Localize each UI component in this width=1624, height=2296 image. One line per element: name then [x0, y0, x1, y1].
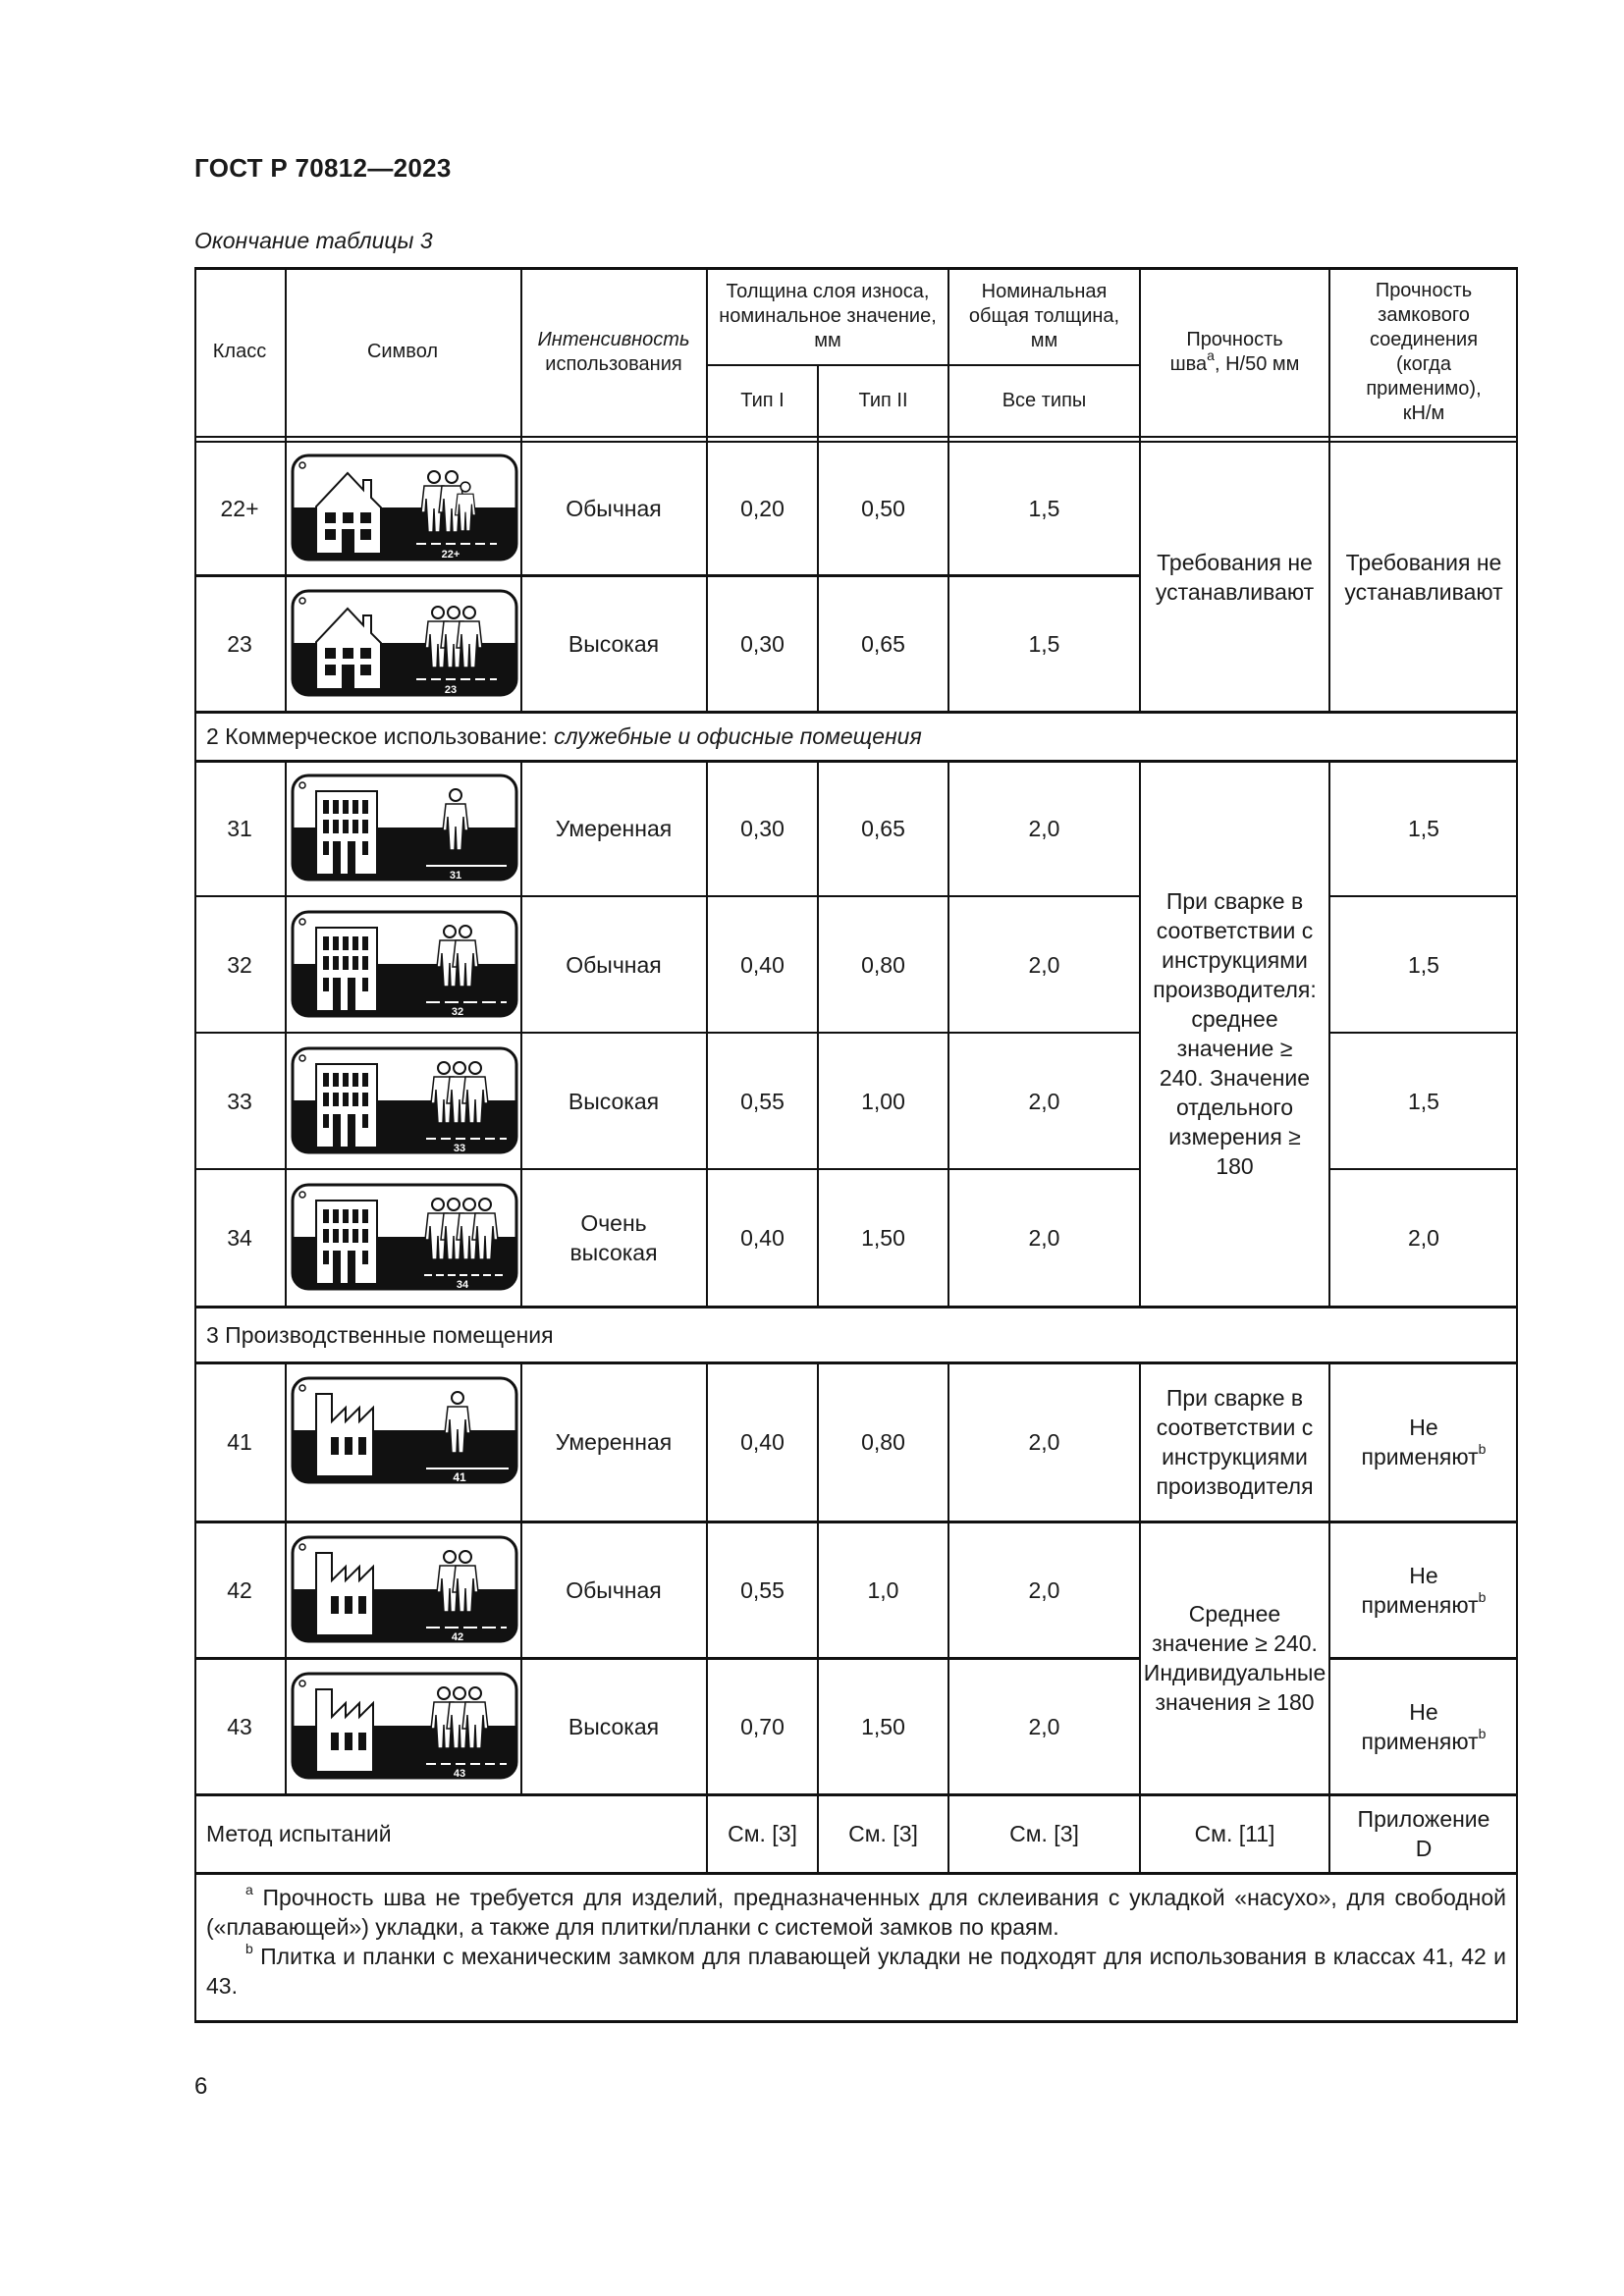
- intensity-cell: Умеренная: [555, 1429, 673, 1455]
- commercial-seam-cell: При сварке в соответствии с инструкциями производителя: среднее значение ≥ 240. Значение отдельного измерения ≥ 180: [1153, 888, 1317, 1179]
- col-divider: [1328, 1362, 1330, 1873]
- svg-text:34: 34: [456, 1279, 469, 1291]
- row-divider: [194, 1306, 1518, 1308]
- svg-text:33: 33: [453, 1143, 466, 1154]
- intensity-cell: Умеренная: [555, 816, 673, 841]
- type1-cell: 0,55: [740, 1576, 785, 1603]
- row-divider: [194, 1521, 1518, 1523]
- residential-seam-cell: Требования не устанавливают: [1155, 549, 1315, 605]
- total-cell: 1,5: [1028, 496, 1060, 521]
- office-four-people-icon: [291, 1183, 520, 1293]
- class-cell: 34: [227, 1225, 252, 1251]
- row-divider: [194, 711, 1518, 714]
- col-divider: [817, 365, 819, 712]
- row-divider: [194, 1872, 1518, 1875]
- footnote-b: $^b$ Плитка и планки с механическим замком для плавающей укладки не подходят для использования в классах 41, 42 и 43.: [206, 1941, 1506, 1999]
- col-divider: [817, 761, 819, 1307]
- table-border-left: [194, 267, 196, 2022]
- row-divider: [194, 1657, 1140, 1660]
- class-cell: 33: [227, 1088, 252, 1114]
- col-divider: [520, 761, 522, 1307]
- industrial-41-seam-cell: При сварке в соответствии с инструкциями производителя: [1156, 1385, 1314, 1499]
- type2-cell: 0,50: [861, 496, 905, 521]
- row-divider: [194, 1793, 1518, 1796]
- row-divider: [194, 1168, 1140, 1170]
- header-intensity: [520, 267, 707, 437]
- svg-text:23: 23: [444, 684, 458, 696]
- method-label: Метод испытаний: [206, 1821, 392, 1846]
- class-cell: 41: [227, 1429, 252, 1455]
- intensity-cell: Очень высокая: [569, 1210, 658, 1265]
- row-divider: [194, 1032, 1140, 1034]
- factory-two-people-icon: [291, 1535, 520, 1645]
- intensity-cell: Обычная: [566, 951, 662, 978]
- col-divider: [520, 267, 522, 712]
- col-divider: [706, 761, 708, 1307]
- footnote-a: $^a$ Прочность шва не требуется для изделий, предназначенных для склеивания с укладкой «насухо», для свободной («плавающей») укладки, а также для плитки/планки с системой замков по краям.: [206, 1882, 1506, 1940]
- office-one-person-icon: [291, 774, 520, 883]
- table-border-top: [194, 267, 1518, 270]
- lock-cell: Не применяют$^b$: [1361, 1562, 1487, 1618]
- row-divider: [1329, 1657, 1518, 1660]
- total-cell: 2,0: [1028, 1713, 1060, 1739]
- document-title: ГОСТ Р 70812—2023: [194, 153, 452, 183]
- header-seam-strength: Прочность шва$^a$, Н/50 мм: [1169, 328, 1300, 375]
- total-cell: 2,0: [1028, 816, 1060, 841]
- col-divider: [1139, 761, 1141, 1307]
- section-commercial: 2 Коммерческое использование: служебные и офисные помещения: [206, 723, 922, 749]
- total-cell: 2,0: [1028, 1429, 1060, 1455]
- col-divider: [1139, 267, 1141, 712]
- svg-text:41: 41: [453, 1470, 466, 1484]
- type2-cell: 1,50: [861, 1225, 905, 1251]
- office-three-people-icon: [291, 1046, 520, 1156]
- svg-text:31: 31: [449, 870, 462, 881]
- method-lock: Приложение D: [1357, 1806, 1490, 1861]
- lock-cell: Не применяют$^b$: [1361, 1698, 1487, 1754]
- type1-cell: 0,40: [740, 1225, 785, 1251]
- lock-cell: 1,5: [1408, 1088, 1439, 1114]
- lock-cell: 1,5: [1408, 951, 1439, 978]
- header-all-types: Все типы: [1001, 390, 1087, 411]
- method-total: См. [3]: [1009, 1821, 1079, 1846]
- lock-cell: Не применяют$^b$: [1361, 1415, 1487, 1469]
- row-divider: [1329, 895, 1518, 897]
- row-divider: [194, 1362, 1518, 1364]
- method-type1: См. [3]: [728, 1821, 797, 1846]
- header-intensity-line1: Интенсивность: [537, 328, 690, 350]
- header-intensity-line2: использования: [545, 352, 682, 375]
- svg-text:42: 42: [451, 1631, 464, 1643]
- col-divider: [285, 1362, 287, 1794]
- method-seam: См. [11]: [1194, 1821, 1275, 1846]
- row-divider: [1329, 1032, 1518, 1034]
- header-symbol: Символ: [366, 341, 439, 362]
- header-lock-strength: Прочность замкового соединения (когда применимо), кН/м: [1366, 279, 1482, 424]
- lock-cell: 1,5: [1408, 816, 1439, 841]
- row-divider: [1329, 1168, 1518, 1170]
- industrial-42-43-seam-cell: Среднее значение ≥ 240. Индивидуальные значения ≥ 180: [1143, 1601, 1326, 1715]
- section-industrial: 3 Производственные помещения: [206, 1321, 554, 1348]
- factory-three-people-icon: [291, 1672, 520, 1782]
- class-cell: 42: [227, 1576, 252, 1603]
- header-type1: Тип I: [740, 390, 785, 411]
- class-cell: 23: [227, 630, 252, 657]
- svg-text:32: 32: [451, 1006, 464, 1018]
- header-subdivider: [707, 364, 1140, 366]
- col-divider: [285, 761, 287, 1307]
- type2-cell: 1,50: [861, 1713, 905, 1739]
- header-divider-double: [194, 441, 1518, 443]
- type2-cell: 0,65: [861, 630, 905, 657]
- col-divider: [947, 267, 949, 712]
- method-type2: См. [3]: [848, 1821, 918, 1846]
- row-divider: [194, 895, 1140, 897]
- type1-cell: 0,40: [740, 951, 785, 978]
- col-divider: [817, 1362, 819, 1873]
- type2-cell: 0,80: [861, 951, 905, 978]
- col-divider: [706, 1362, 708, 1873]
- total-cell: 2,0: [1028, 1576, 1060, 1603]
- type1-cell: 0,30: [740, 816, 785, 841]
- intensity-cell: Обычная: [566, 1576, 662, 1603]
- class-cell: 31: [227, 816, 252, 841]
- table-border-bottom: [194, 2020, 1518, 2023]
- col-divider: [1328, 761, 1330, 1307]
- col-divider: [1139, 1362, 1141, 1873]
- row-divider: [194, 760, 1518, 763]
- total-cell: 1,5: [1028, 630, 1060, 657]
- type1-cell: 0,40: [740, 1429, 785, 1455]
- intensity-cell: Высокая: [568, 1713, 660, 1739]
- header-type2: Тип II: [858, 390, 908, 411]
- classification-table: [194, 267, 1518, 2022]
- type2-cell: 1,00: [861, 1088, 905, 1114]
- office-two-people-icon: [291, 910, 520, 1020]
- header-total-thickness: Номинальная общая толщина, мм: [968, 280, 1120, 351]
- class-cell: 22+: [220, 496, 259, 521]
- total-cell: 2,0: [1028, 1225, 1060, 1251]
- col-divider: [947, 1362, 949, 1873]
- type1-cell: 0,20: [740, 496, 785, 521]
- col-divider: [947, 761, 949, 1307]
- type2-cell: 0,65: [861, 816, 905, 841]
- type1-cell: 0,30: [740, 630, 785, 657]
- lock-cell: 2,0: [1408, 1225, 1439, 1251]
- type1-cell: 0,70: [740, 1713, 785, 1739]
- class-cell: 43: [227, 1713, 252, 1739]
- page-number: 6: [194, 2073, 208, 2100]
- col-divider: [285, 267, 287, 712]
- residential-lock-cell: Требования не устанавливают: [1344, 549, 1503, 605]
- table-caption: Окончание таблицы 3: [194, 228, 433, 253]
- type2-cell: 1,0: [867, 1576, 899, 1603]
- type1-cell: 0,55: [740, 1088, 785, 1114]
- table-border-right: [1516, 267, 1518, 2022]
- col-divider: [520, 1362, 522, 1794]
- class-cell: 32: [227, 951, 252, 978]
- row-divider: [194, 574, 1140, 577]
- header-class: Класс: [212, 341, 267, 362]
- header-divider: [194, 436, 1518, 438]
- intensity-cell: Обычная: [566, 496, 662, 521]
- intensity-cell: Высокая: [568, 1088, 660, 1114]
- type2-cell: 0,80: [861, 1429, 905, 1455]
- total-cell: 2,0: [1028, 951, 1060, 978]
- factory-one-person-icon: [291, 1376, 520, 1486]
- svg-text:43: 43: [453, 1768, 466, 1780]
- col-divider: [1328, 267, 1330, 712]
- house-two-adults-child-icon: [291, 454, 520, 563]
- house-three-people-icon: [291, 589, 520, 699]
- header-wear-layer: Толщина слоя износа, номинальное значение, мм: [719, 280, 937, 351]
- col-divider: [706, 267, 708, 712]
- table-footnotes: [194, 1883, 1518, 2016]
- total-cell: 2,0: [1028, 1088, 1060, 1114]
- svg-text:22+: 22+: [441, 549, 460, 561]
- intensity-cell: Высокая: [568, 630, 660, 657]
